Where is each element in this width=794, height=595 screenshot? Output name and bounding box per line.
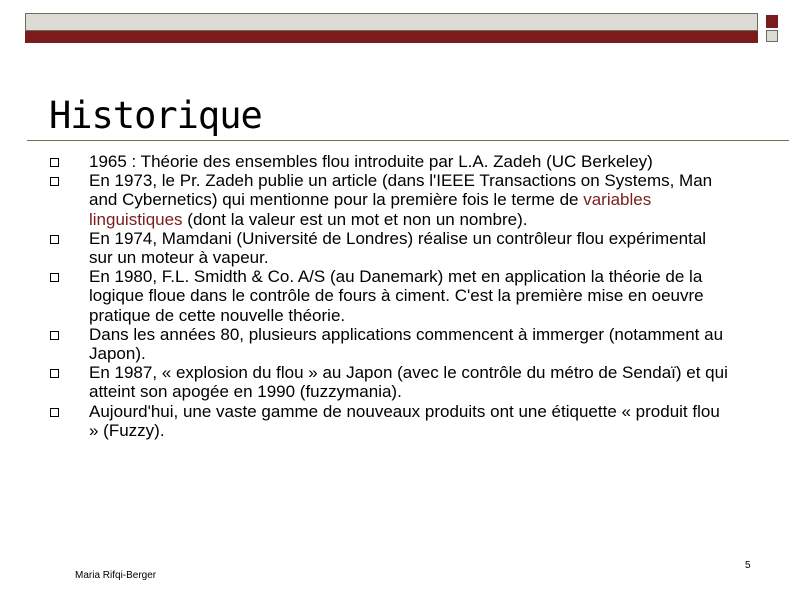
- hollow-square-icon: [50, 235, 59, 244]
- header-band-dark: [25, 31, 758, 43]
- corner-square-dark: [766, 15, 778, 28]
- bullet-item: [48, 267, 728, 325]
- bullet-text: En 1974, Mamdani (Université de Londres) réalise un contrôleur flou expérimental sur un moteur à vapeur.: [89, 228, 707, 268]
- bullet-text: Dans les années 80, plusieurs applications commencent à immerger (notamment au Japon).: [89, 324, 724, 364]
- bullet-text: Aujourd'hui, une vaste gamme de nouveaux produits ont une étiquette « produit flou » (Fuzzy).: [89, 401, 720, 440]
- corner-square-light: [766, 30, 778, 42]
- bullet-list: [48, 152, 728, 440]
- highlighted-term: variables linguistiques: [89, 190, 652, 229]
- bullet-item: [48, 229, 728, 267]
- hollow-square-icon: [50, 408, 59, 417]
- hollow-square-icon: [50, 369, 59, 378]
- bullet-item: [48, 363, 728, 401]
- page-number: 5: [745, 560, 751, 571]
- hollow-square-icon: [50, 158, 59, 167]
- hollow-square-icon: [50, 331, 59, 340]
- hollow-square-icon: [50, 177, 59, 186]
- title-divider: [27, 140, 789, 141]
- bullet-item: [48, 402, 728, 440]
- bullet-text: En 1980, F.L. Smidth & Co. A/S (au Danemark) met en application la théorie de la logique floue dans le contrôle de fours à ciment. C'est la première mise en oeuvre pratique de cette nouvelle théorie.: [89, 267, 704, 325]
- bullet-text-after: (dont la valeur est un mot et non un nombre).: [182, 209, 528, 229]
- hollow-square-icon: [50, 273, 59, 282]
- bullet-text-before: En 1973, le Pr. Zadeh publie un article (dans l'IEEE Transactions on Systems, Man and Cybernetics) qui mentionne pour la première fois le terme de: [89, 171, 713, 210]
- bullet-text: 1965 : Théorie des ensembles flou introduite par L.A. Zadeh (UC Berkeley): [89, 152, 653, 171]
- footer-author: Maria Rifqi-Berger: [75, 570, 157, 581]
- bullet-item: [48, 171, 728, 229]
- bullet-item: [48, 152, 728, 171]
- header-band-light: [25, 13, 758, 31]
- bullet-text: En 1987, « explosion du flou » au Japon (avec le contrôle du métro de Sendaï) et qui atteint son apogée en 1990 (fuzzymania).: [89, 363, 728, 402]
- slide-title: Historique: [49, 94, 262, 137]
- bullet-item: [48, 325, 728, 363]
